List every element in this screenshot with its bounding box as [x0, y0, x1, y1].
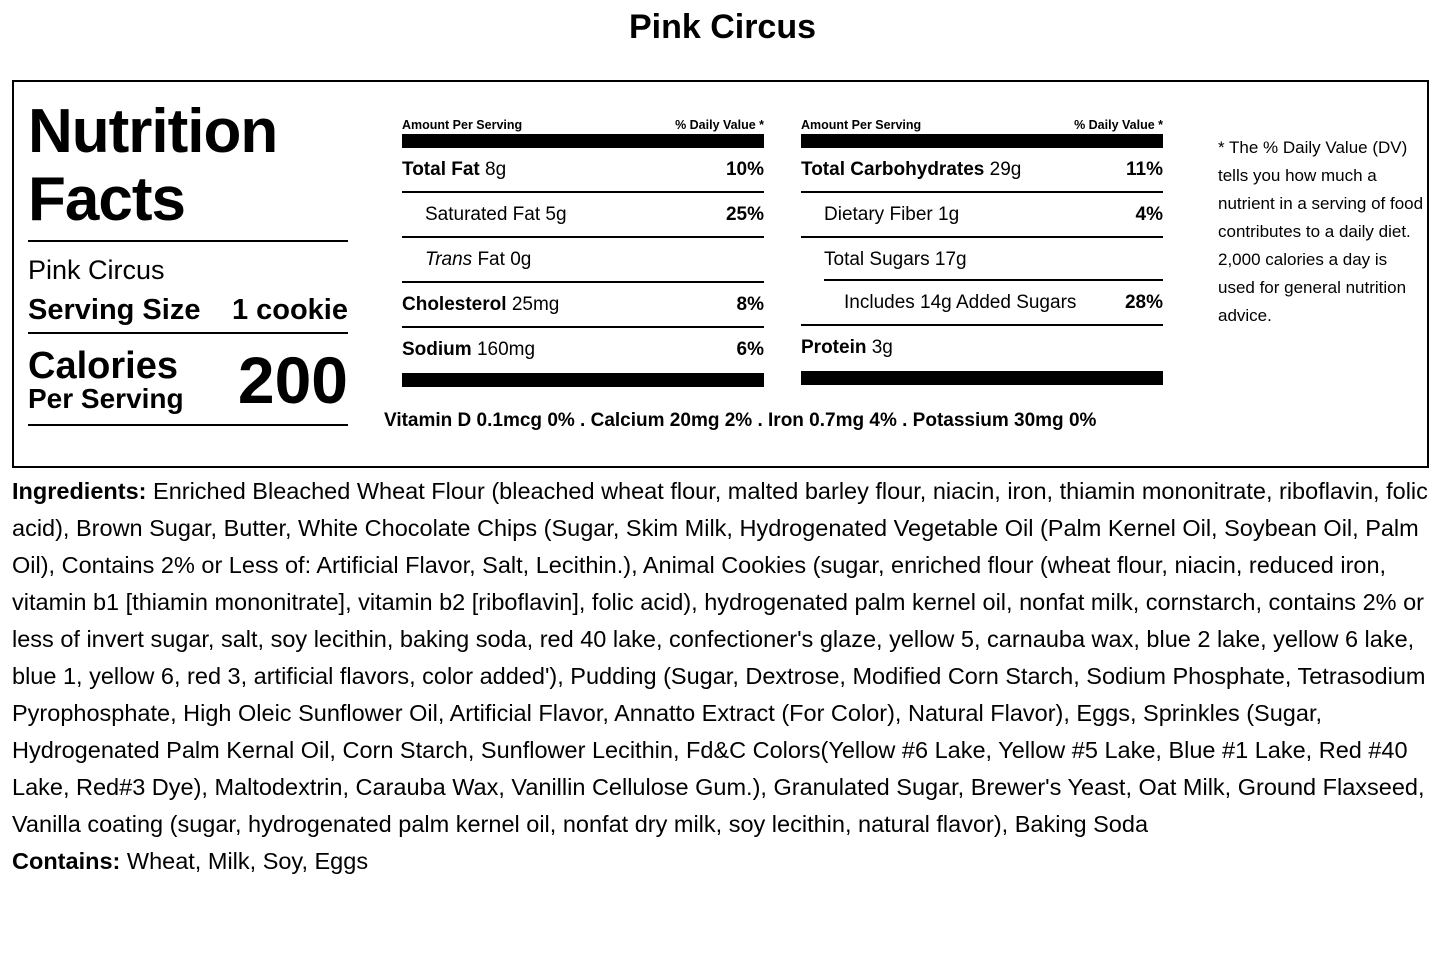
nutrition-facts-heading — [28, 98, 348, 242]
daily-value-label: % Daily Value * — [675, 118, 764, 132]
nutrient-dv: 11% — [1126, 158, 1163, 180]
nutrient-row-trans-fat — [402, 238, 764, 283]
nutrient-dv: 10% — [725, 158, 764, 180]
calories-label: Calories — [28, 345, 178, 387]
serving-size-label: Serving Size — [28, 294, 201, 326]
calories-label-group — [28, 347, 184, 413]
nutrient-dv: 28% — [1124, 291, 1163, 313]
nutrient-row-total-carbohydrates — [801, 148, 1163, 193]
row-divider — [824, 279, 1163, 281]
nutrient-amount: 160mg — [476, 338, 536, 360]
nutrient-name: Protein — [801, 336, 867, 358]
nutrient-row-added-sugars — [801, 281, 1163, 326]
nutrient-dv: 6% — [736, 338, 764, 360]
nutrient-name-rest: Fat — [477, 248, 505, 270]
nutrient-row-total-fat — [402, 148, 764, 193]
nutrient-amount: 29g — [989, 158, 1022, 180]
ingredients-paragraph — [12, 473, 1432, 843]
nutrient-amount: 5g — [545, 203, 567, 225]
nutrient-row-cholesterol — [402, 283, 764, 328]
nutrient-name: Dietary Fiber — [824, 203, 933, 225]
nutrient-amount: 8g — [485, 158, 507, 180]
ingredients-text: Enriched Bleached Wheat Flour (bleached wheat flour, malted barley flour, niacin, iron, thiamin mononitrate, riboflavin, folic acid), Brown Sugar, Butter, White Chocolate Chips (Sugar, Skim Milk, Hydrogenated Vegetable Oil (Palm Kernel Oil, Soybean Oil, Palm Oil), Contains 2% or Less of: Artificial Flavor, Salt, Lecithin.), Animal Cookies (sugar, enriched flour (wheat flour, niacin, reduced iron, vitamin b1 [thiamin mononitrate], vitamin b2 [riboflavin], folic acid), hydrogenated palm kernel oil, nonfat milk, cornstarch, contains 2% or less of invert sugar, salt, soy lecithin, baking soda, red 40 lake, confectioner's glaze, yellow 5, carnauba wax, blue 2 lake, yellow 6 lake, blue 1, yellow 6, red 3, artificial flavors, color added'), Pudding (Sugar, Dextrose, Modified Corn Starch, Sodium Phosphate, Tetrasodium Pyrophosphate, High Oleic Sunflower Oil, Artificial Flavor, Annatto Extract (For Color), Natural Flavor), Eggs, Sprinkles (Sugar, Hydrogenated Palm Kernal Oil, Corn Starch, Sunflower Lecithin, Fd&C Colors(Yellow #6 Lake, Yellow #5 Lake, Blue #1 Lake, Red #40 Lake, Red#3 Dye), Maltodextrin, Carauba Wax, Vanillin Cellulose Gum.), Granulated Sugar, Brewer's Yeast, Oat Milk, Ground Flaxseed, Vanilla coating (sugar, hydrogenated palm kernel oil, nonfat dry milk, soy lecithin, natural flavor), Baking Soda — [12, 478, 1428, 837]
nutrient-name: Sodium — [402, 338, 472, 360]
serving-size-row — [28, 286, 348, 334]
column-footer-bar — [801, 371, 1163, 385]
nutrient-row-protein — [801, 326, 1163, 369]
ingredients-section — [12, 473, 1432, 880]
amount-per-serving-label: Amount Per Serving — [801, 118, 922, 132]
nutrient-amount: 1g — [938, 203, 960, 225]
amount-per-serving-label: Amount Per Serving — [402, 118, 523, 132]
nutrient-amount: 17g — [934, 248, 967, 270]
calories-sub-label: Per Serving — [28, 383, 184, 414]
daily-value-label: % Daily Value * — [1074, 118, 1163, 132]
contains-text: Wheat, Milk, Soy, Eggs — [126, 848, 369, 874]
nutrient-name: Trans — [425, 248, 473, 270]
nutrient-name: Total Carbohydrates — [801, 158, 985, 180]
nutrient-amount: 25mg — [511, 293, 560, 315]
vitamins-minerals-line: Vitamin D 0.1mcg 0% . Calcium 20mg 2% . Iron 0.7mg 4% . Potassium 30mg 0% — [384, 410, 1097, 431]
nutrient-name: Total Fat — [402, 158, 480, 180]
contains-label: Contains: — [12, 848, 121, 874]
serving-size-value: 1 cookie — [231, 294, 348, 326]
nutrient-name: Saturated Fat — [425, 203, 541, 225]
nutrient-dv: 4% — [1135, 203, 1163, 225]
column-header — [801, 118, 1163, 148]
page-title: Pink Circus — [628, 8, 817, 46]
calories-value: 200 — [237, 343, 348, 417]
calories-row — [28, 334, 348, 426]
product-name: Pink Circus — [28, 255, 165, 285]
heading-line-2: Facts — [28, 165, 185, 234]
heading-line-1: Nutrition — [28, 97, 278, 166]
contains-paragraph — [12, 843, 1432, 880]
nutrition-facts-block — [28, 98, 348, 426]
nutrient-dv: 25% — [725, 203, 764, 225]
column-footer-bar — [402, 373, 764, 387]
nutrient-column-left — [402, 118, 764, 387]
nutrient-name: Total Sugars — [824, 248, 930, 270]
nutrient-row-total-sugars — [801, 238, 1163, 281]
nutrient-row-saturated-fat — [402, 193, 764, 238]
nutrient-row-sodium — [402, 328, 764, 371]
nutrient-name: Cholesterol — [402, 293, 507, 315]
nutrient-column-right — [801, 118, 1163, 385]
ingredients-label: Ingredients: — [12, 478, 147, 504]
nutrient-amount: 0g — [510, 248, 532, 270]
nutrient-name: Includes 14g Added Sugars — [844, 291, 1077, 313]
nutrient-dv: 8% — [736, 293, 764, 315]
nutrition-panel — [12, 80, 1429, 468]
nutrient-row-dietary-fiber — [801, 193, 1163, 238]
column-header — [402, 118, 764, 148]
daily-value-footnote: * The % Daily Value (DV) tells you how much a nutrient in a serving of food contributes to a daily diet. 2,000 calories a day is used for general nutrition advice. — [1218, 138, 1424, 325]
nutrient-amount: 3g — [871, 336, 893, 358]
